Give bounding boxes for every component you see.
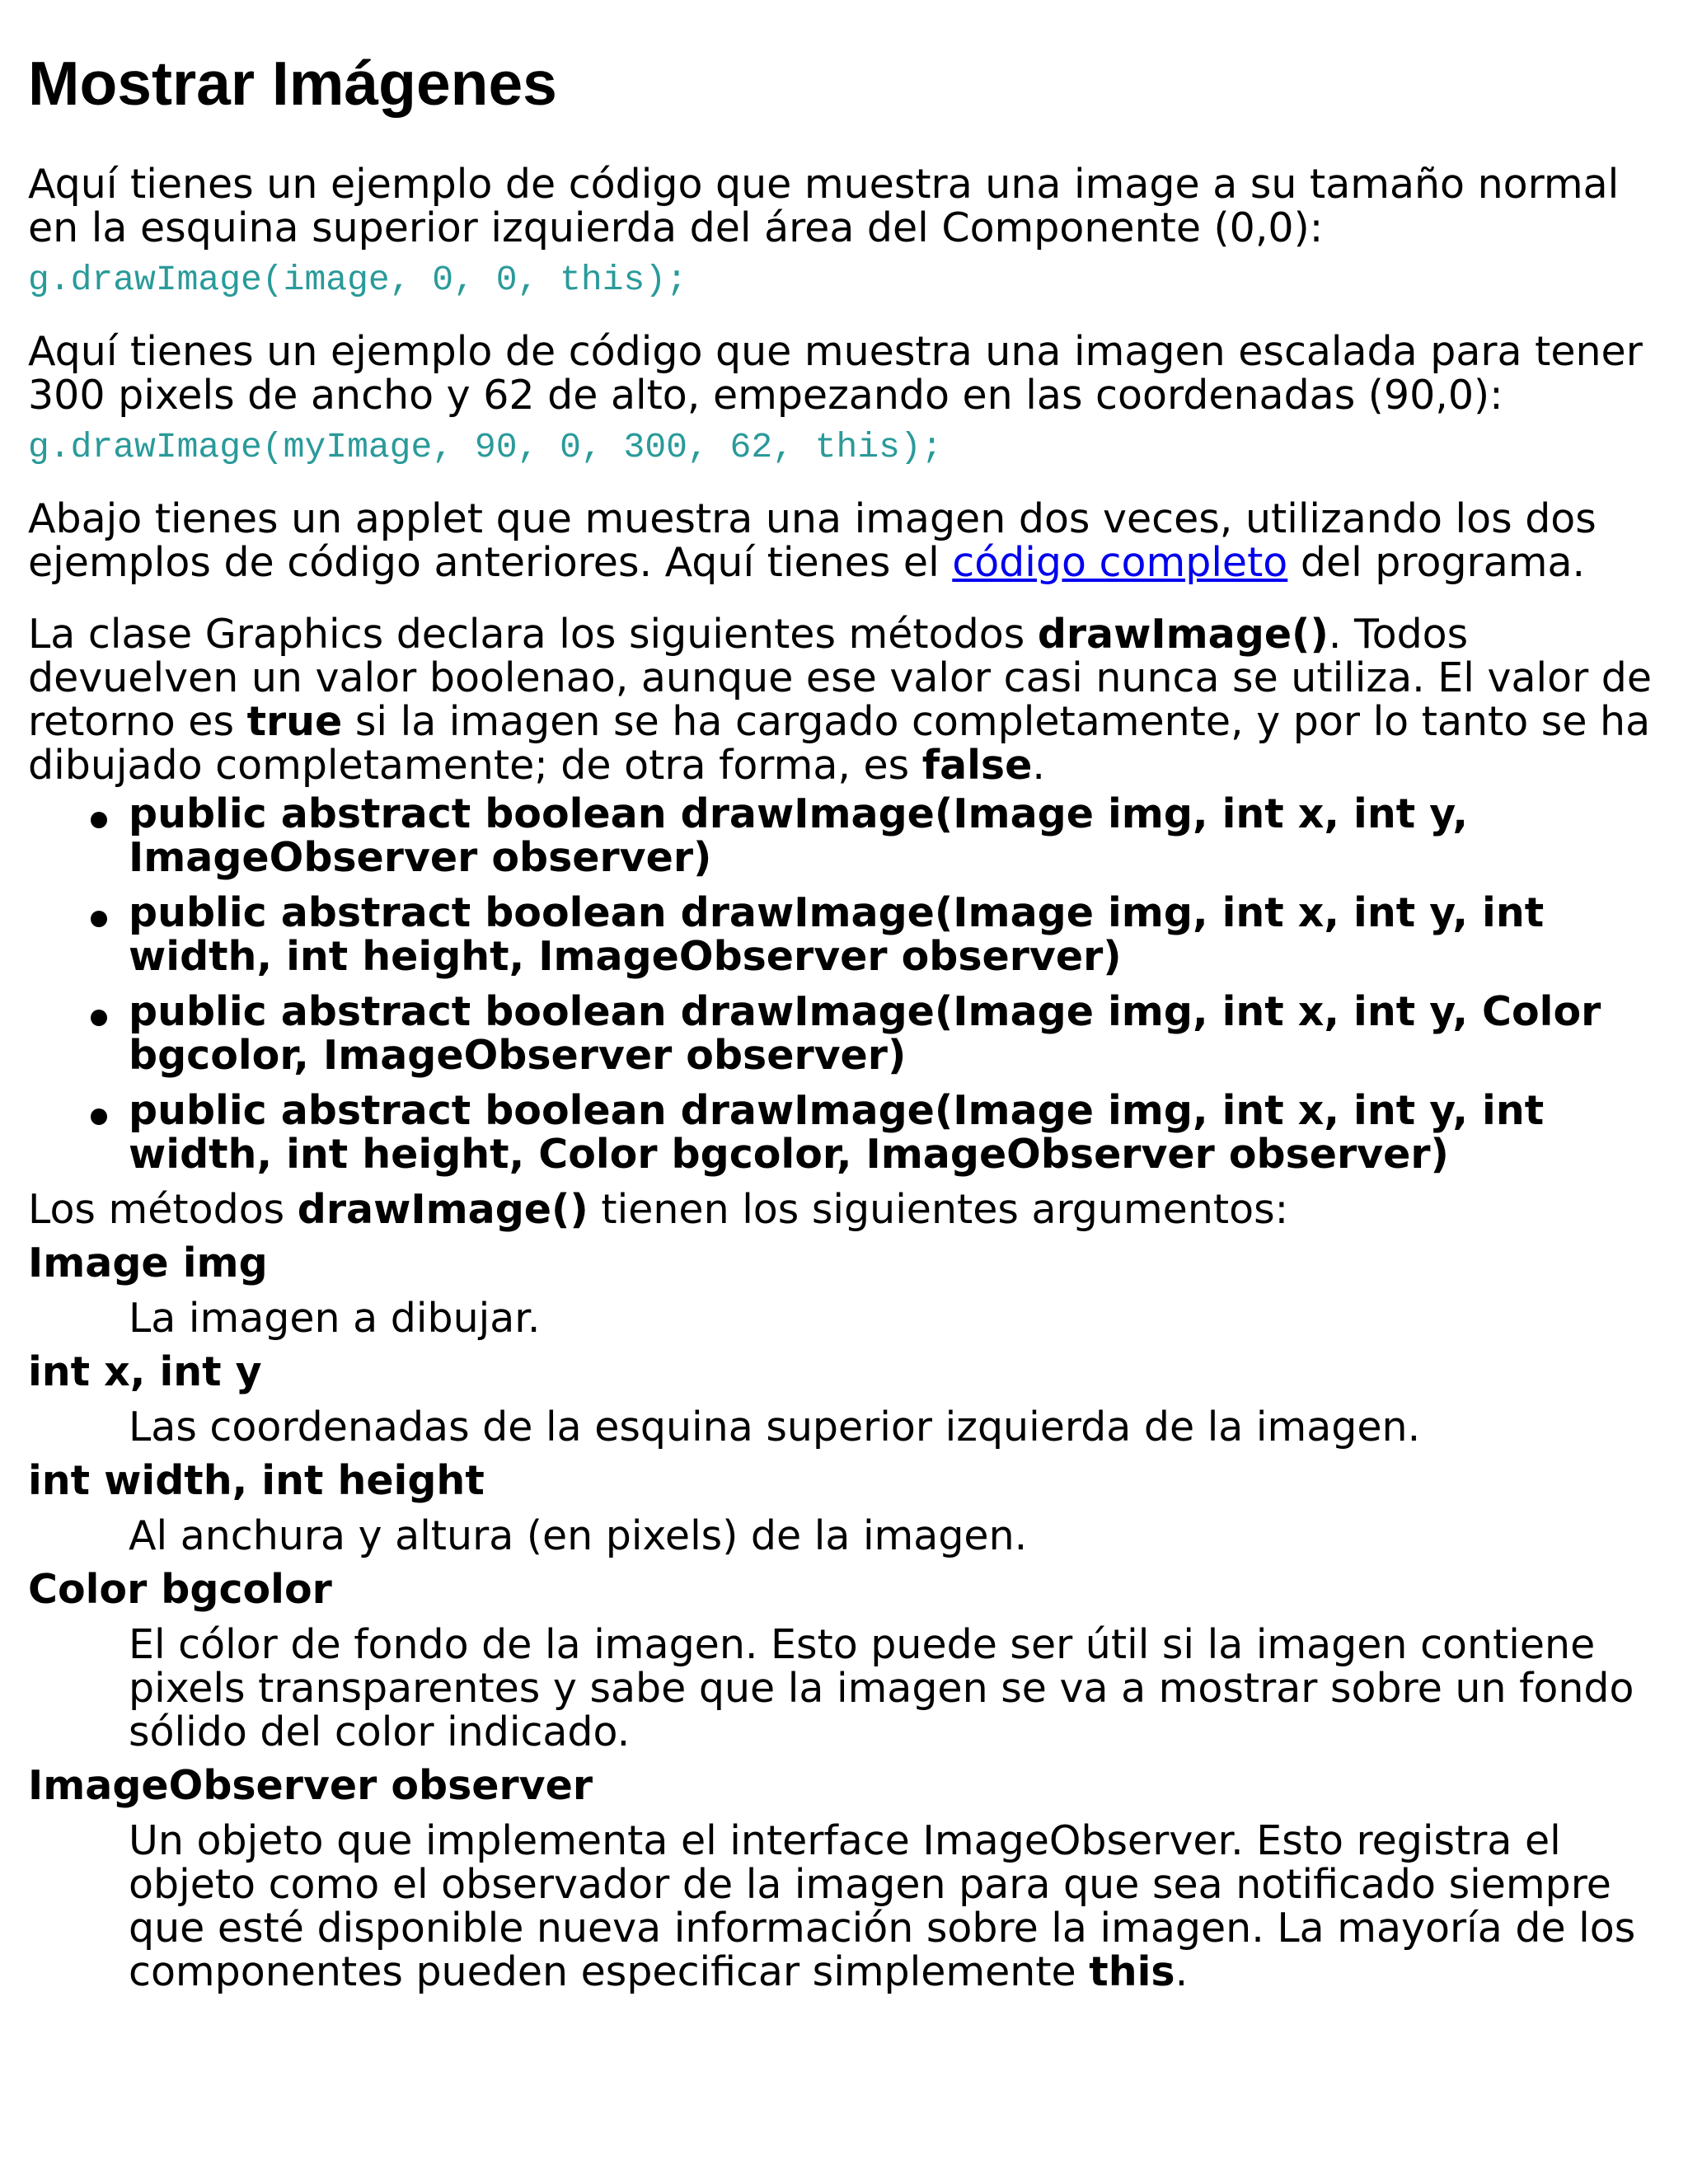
argument-term: Image img bbox=[28, 1239, 268, 1286]
code-example-scaled: g.drawImage(myImage, 90, 0, 300, 62, this); bbox=[28, 426, 943, 467]
method-signature-item: public abstract boolean drawImage(Image img, int x, int y, int width, int height, Color bgcolor, ImageObserver observer) bbox=[129, 1089, 1660, 1176]
paragraph-graphics-class: La clase Graphics declara los siguientes métodos drawImage(). Todos devuelven un valor boolenao, aunque ese valor casi nunca se utiliza. El valor de retorno es true si la imagen se ha cargado completamente, y por lo tanto se ha dibujado completamente; de otra forma, es false. bbox=[28, 610, 1653, 789]
paragraph-applet: Abajo tienes un applet que muestra una imagen dos veces, utilizando los dos ejemplos de código anteriores. Aquí tienes el código completo del programa. bbox=[28, 494, 1597, 586]
paragraph-intro-normal-size: Aquí tienes un ejemplo de código que muestra una image a su tamaño normal en la esquina superior izquierda del área del Componente (0,0): bbox=[28, 160, 1620, 251]
argument-description: Al anchura y altura (en pixels) de la imagen. bbox=[129, 1511, 1028, 1559]
argument-description: La imagen a dibujar. bbox=[129, 1294, 541, 1342]
arguments-intro: Los métodos drawImage() tienen los siguientes argumentos: bbox=[28, 1185, 1289, 1233]
paragraph-intro-scaled: Aquí tienes un ejemplo de código que muestra una imagen escalada para tener 300 pixels de ancho y 62 de alto, empezando en las coordenadas (90,0): bbox=[28, 327, 1643, 419]
argument-term: int width, int height bbox=[28, 1456, 485, 1504]
method-signature-item: public abstract boolean drawImage(Image img, int x, int y, ImageObserver observer) bbox=[129, 792, 1660, 879]
page-title: Mostrar Imágenes bbox=[28, 49, 557, 118]
argument-description: Un objeto que implementa el interface ImageObserver. Esto registra el objeto como el observador de la imagen para que sea notificado siempre que esté disponible nueva información sobre la imagen. La mayoría de los componentes pueden especificar simplemente this. bbox=[129, 1816, 1636, 1995]
argument-description: Las coordenadas de la esquina superior izquierda de la imagen. bbox=[129, 1403, 1421, 1451]
argument-term: Color bgcolor bbox=[28, 1565, 332, 1613]
method-signature-list bbox=[28, 792, 1660, 1176]
argument-definition-list bbox=[28, 1241, 1660, 1994]
method-signature-item: public abstract boolean drawImage(Image img, int x, int y, Color bgcolor, ImageObserver observer) bbox=[129, 990, 1660, 1077]
full-code-link[interactable]: código completo bbox=[952, 538, 1288, 586]
argument-description: El cólor de fondo de la imagen. Esto puede ser útil si la imagen contiene pixels transparentes y sabe que la imagen se va a mostrar sobre un fondo sólido del color indicado. bbox=[129, 1620, 1634, 1755]
method-signature-item: public abstract boolean drawImage(Image img, int x, int y, int width, int height, ImageObserver observer) bbox=[129, 891, 1660, 978]
code-example-normal-size: g.drawImage(image, 0, 0, this); bbox=[28, 259, 687, 300]
argument-term: int x, int y bbox=[28, 1347, 262, 1395]
argument-term: ImageObserver observer bbox=[28, 1761, 593, 1809]
